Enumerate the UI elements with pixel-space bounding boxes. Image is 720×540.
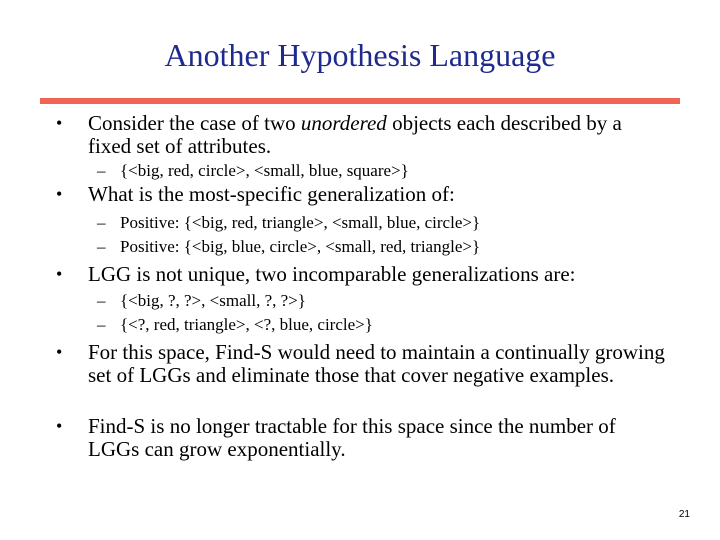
bullet-item [56, 263, 666, 286]
bullet-text: LGG is not unique, two incomparable generalizations are: [88, 262, 576, 286]
sub-bullet-item [97, 315, 677, 335]
sub-bullet-text: {<big, ?, ?>, <small, ?, ?>} [120, 291, 306, 310]
bullet-item [56, 183, 666, 206]
sub-bullet-item [97, 161, 677, 181]
page-number: 21 [678, 509, 690, 520]
bullet-marker: • [56, 264, 63, 284]
bullet-marker: • [56, 342, 63, 362]
sub-bullet-item [97, 291, 677, 311]
sub-bullet-text: Positive: {<big, blue, circle>, <small, red, triangle>} [120, 237, 481, 256]
bullet-text-part: Consider the case of two [88, 111, 301, 135]
emphasis-text: unordered [300, 111, 387, 135]
bullet-item [56, 341, 666, 387]
bullet-text-part: objects each described by a fixed set of attributes. [88, 111, 622, 158]
bullet-text: For this space, Find-S would need to maintain a continually growing set of LGGs and eliminate those that cover negative examples. [88, 340, 665, 387]
bullet-item [56, 415, 666, 461]
title-underline [40, 98, 680, 104]
bullet-item [56, 112, 666, 158]
sub-bullet-text: {<?, red, triangle>, <?, blue, circle>} [120, 315, 373, 334]
sub-bullet-item [97, 213, 677, 233]
bullet-marker: • [56, 184, 63, 204]
dash-marker: – [97, 237, 106, 256]
sub-bullet-text: {<big, red, circle>, <small, blue, square>} [120, 161, 409, 180]
bullet-text: Find-S is no longer tractable for this space since the number of LGGs can grow exponentially. [88, 414, 616, 461]
dash-marker: – [97, 315, 106, 334]
sub-bullet-item [97, 237, 677, 257]
dash-marker: – [97, 213, 106, 232]
dash-marker: – [97, 291, 106, 310]
sub-bullet-text: Positive: {<big, red, triangle>, <small, blue, circle>} [120, 213, 481, 232]
bullet-text: What is the most-specific generalization of: [88, 182, 455, 206]
bullet-marker: • [56, 416, 63, 436]
bullet-marker: • [56, 113, 63, 133]
slide-title: Another Hypothesis Language [164, 37, 556, 73]
dash-marker: – [97, 161, 106, 180]
bullet-text [88, 112, 666, 158]
